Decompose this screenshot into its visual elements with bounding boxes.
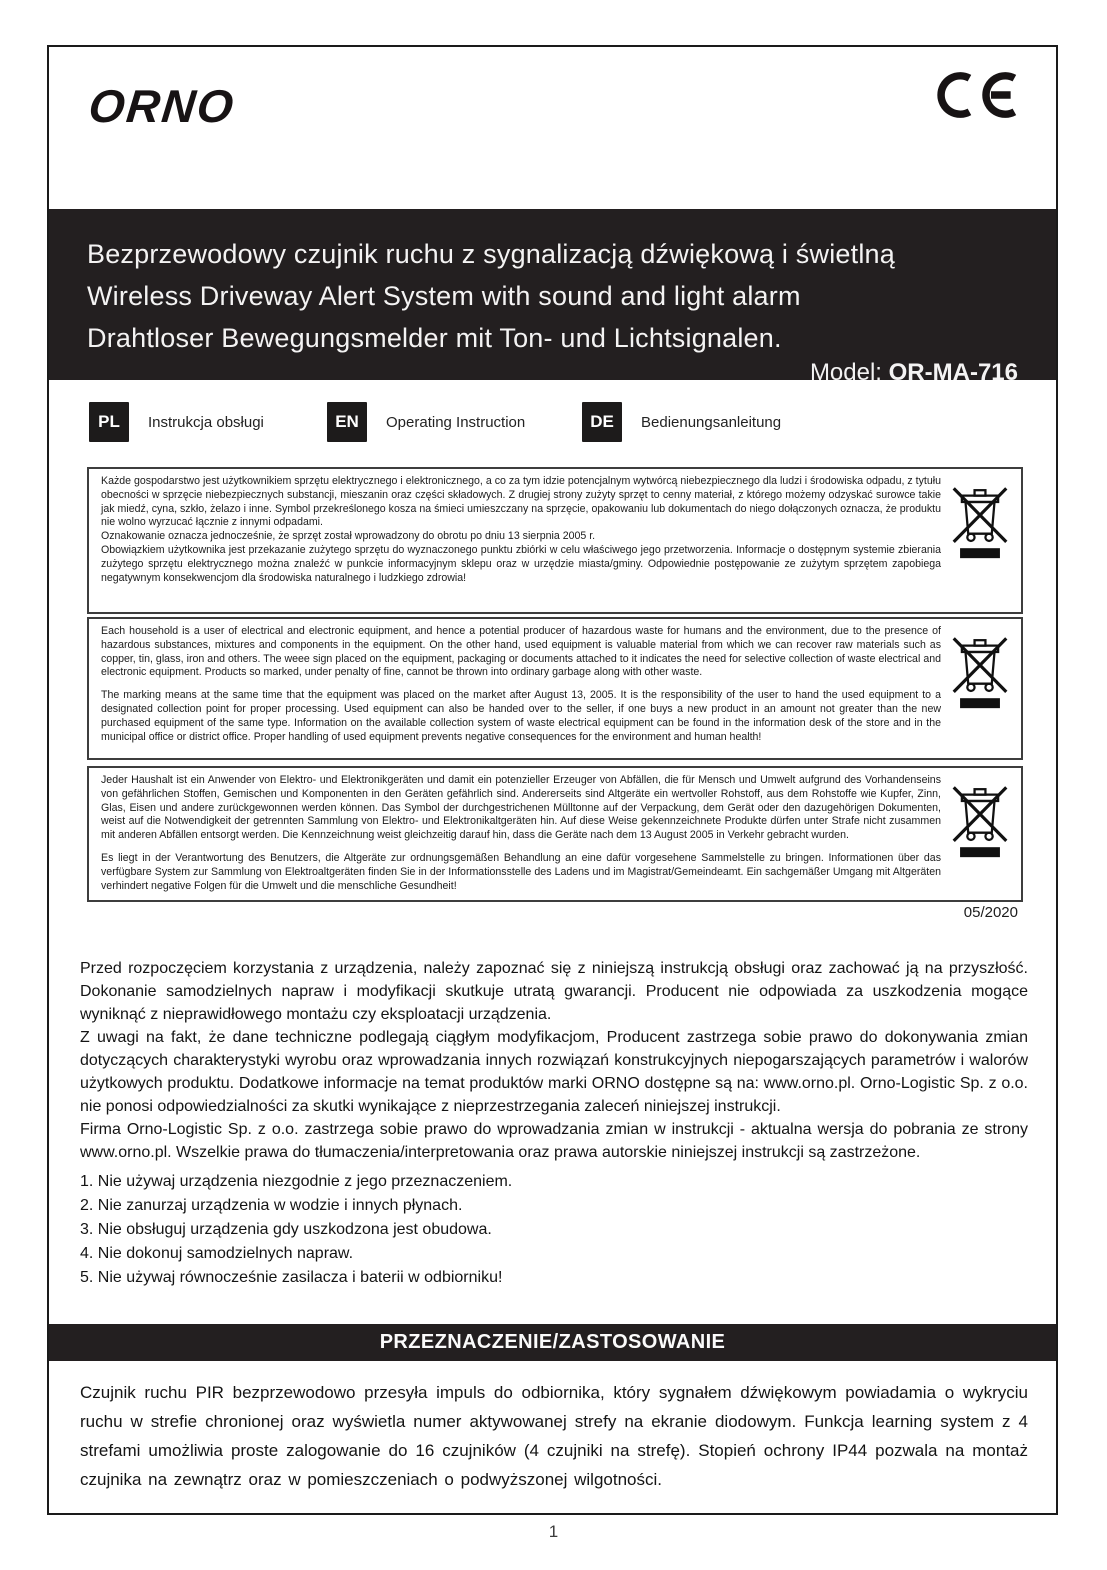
safety-rule: 5. Nie używaj równocześnie zasilacza i baterii w odbiorniku! [80,1269,503,1286]
weee-paragraph: Obowiązkiem użytkownika jest przekazanie zużytego sprzętu do wyznaczonego punktu zbiórki w celu właściwego jego przetworzenia. Informacje o dostępnym systemie zbierania zużytego sprzętu elektrycznego można znaleźć w punkcie informacyjnym sklepu oraz w urzędzie miasta/gminy. Odpowiednie postępowanie ze zużytym sprzętem zapobiega negatywnym konsekwencjom dla środowiska naturalnego i ludzkiego zdrowia! [101,543,941,584]
title-line-de: Drahtloser Bewegungsmelder mit Ton- und Lichtsignalen. [87,323,782,353]
weee-paragraph: Es liegt in der Verantwortung des Benutzers, die Altgeräte zur ordnungsgemäßen Behandlung an eine dafür vorgesehene Sammelstelle zu bringen. Informationen über das verfügbare System zur Sammlung von Elektroaltgeräten finden Sie in der Informationsstelle des Ladens und im Magistrat/Gemeindeamt. Ein sachgemäßer Umgang mit Altgeräten verhindert negative Folgen für die Umwelt und die menschliche Gesundheit! [101,851,941,892]
language-label-de: Bedienungsanleitung [641,413,782,431]
intro-text [80,957,1028,1164]
safety-rules-list [80,1170,1028,1290]
safety-rule: 3. Nie obsługuj urządzenia gdy uszkodzona jest obudowa. [80,1221,492,1238]
weee-paragraph: Each household is a user of electrical and electronic equipment, and hence a potential producer of hazardous waste for humans and the environment, due to the presence of hazardous substances, mixtures and components in the equipment. On the other hand, used equipment is valuable material from which we can recover raw materials such as copper, tin, glass, iron and others. The weee sign placed on the equipment, packaging or documents attached to it indicates the need for selective collection of waste electrical and electronic equipment. Products so marked, under penalty of fine, cannot be thrown into ordinary garbage along with other waste. [101,625,941,679]
model-label: Model: [809,359,889,386]
weee-paragraph: Każde gospodarstwo jest użytkownikiem sprzętu elektrycznego i elektronicznego, a co za tym idzie potencjalnym wytwórcą niebezpiecznego dla ludzi i środowiska odpadu, z tytułu obecności w sprzęcie niebezpiecznych substancji, mieszanin oraz części składowych. Z drugiej strony zużyty sprzęt to cenny materiał, z którego możemy odzyskać surowce takie jak miedź, cyna, szkło, żelazo i inne. Symbol przekreślonego kosza na śmieci umieszczany na sprzęcie, opakowaniu lub dokumentach do niego dołączonych oznacza, że produktu nie wolno wyrzucać łącznie z innymi odpadami. [101,475,941,529]
language-item-pl [89,402,264,442]
section-banner [49,1324,1056,1361]
weee-bin-icon [951,776,1009,864]
model-value: OR-MA-716 [888,359,1018,386]
weee-bin-icon [951,627,1009,715]
safety-rule: 2. Nie zanurzaj urządzenia w wodzie i innych płynach. [80,1197,463,1214]
title-line-en: Wireless Driveway Alert System with sound and light alarm [87,281,801,311]
manual-page [47,45,1058,1515]
intro-paragraph: Przed rozpoczęciem korzystania z urządzenia, należy zapoznać się z niniejszą instrukcją obsługi oraz zachować ją na przyszłość. Dokonanie samodzielnych napraw i modyfikacji skutkuje utratą gwarancji. Producent nie odpowiada za uszkodzenia mogące wyniknąć z nieprawidłowego montażu czy eksploatacji urządzenia. [80,960,1028,1023]
language-label-en: Operating Instruction [386,413,526,431]
intro-paragraph: Firma Orno-Logistic Sp. z o.o. zastrzega sobie prawo do wprowadzania zmian w instrukcji - aktualna wersja do pobrania ze strony www.orno.pl. Wszelkie prawa do tłumaczenia/interpretowania oraz prawa autorskie niniejszej instrukcji są zastrzeżone. [80,1121,1028,1161]
weee-box-en [87,617,1023,760]
ce-mark-icon [932,71,1020,124]
title-banner [49,209,1056,386]
language-badge-de: DE [582,402,622,442]
weee-bin-icon [951,477,1009,565]
weee-paragraph: Oznakowanie oznacza jednocześnie, że sprzęt został wprowadzony do obrotu po dniu 13 sierpnia 2005 r. [101,530,596,543]
language-label-pl: Instrukcja obsługi [148,413,264,431]
title-line-pl: Bezprzewodowy czujnik ruchu z sygnalizacją dźwiękową i świetlną [87,239,895,269]
weee-box-de [87,766,1023,902]
section-title: PRZEZNACZENIE/ZASTOSOWANIE [379,1331,726,1353]
safety-rule: 4. Nie dokonuj samodzielnych napraw. [80,1245,354,1262]
page-number: 1 [548,1522,559,1541]
revision-date: 05/2020 [963,904,1018,921]
language-badge-pl: PL [89,402,129,442]
language-item-en [327,402,525,442]
intro-paragraph: Z uwagi na fakt, że dane techniczne podlegają ciągłym modyfikacjom, Producent zastrzega sobie prawo do dokonywania zmian dotyczących charakterystyki wyrobu oraz wprowadzania innych rozwiązań konstrukcyjnych niepogarszających parametrów i walorów użytkowych produktu. Dodatkowe informacje na temat produktów marki ORNO dostępne są na: www.orno.pl. Orno-Logistic Sp. z o.o. nie ponosi odpowiedzialności za skutki wynikające z nieprzestrzegania zaleceń niniejszej instrukcji. [80,1029,1028,1115]
purpose-paragraph: Czujnik ruchu PIR bezprzewodowo przesyła impuls do odbiornika, który sygnałem dźwiękowym powiadamia o wykryciu ruchu w strefie chronionej oraz wyświetla numer aktywowanej strefy na ekranie diodowym. Funkcja learning system z 4 strefami umożliwia proste zalogowanie do 16 czujników (4 czujniki na strefę). Stopień ochrony IP44 pozwala na montaż czujnika na zewnątrz oraz w pomieszczeniach o podwyższonej wilgotności. [80,1383,1028,1489]
language-item-de [582,402,781,442]
weee-paragraph: The marking means at the same time that the equipment was placed on the market after August 13, 2005. It is the responsibility of the user to hand the used equipment to a designated collection point for proper processing. Used equipment can also be handed over to the seller, if one buys a new product in an amount not greater than the new purchased equipment of the same type. Information on the available collection system of waste electrical equipment can be found in the information desk of the store and in the municipal office or district office. Proper handling of used equipment prevents negative consequences for the environment and human health! [101,689,941,743]
weee-paragraph: Jeder Haushalt ist ein Anwender von Elektro- und Elektronikgeräten und damit ein potenzieller Erzeuger von Abfällen, die für Mensch und Umwelt aufgrund des Vorhandenseins von gefährlichen Stoffen, Gemischen und Komponenten in den Geräten gefährlich sind. Andererseits sind Altgeräte ein wertvoller Rohstoff, aus dem Rohstoffe wie Kupfer, Zinn, Glas, Eisen und andere zurückgewonnen werden können. Das Symbol der durchgestrichenen Mülltonne auf der Verpackung, dem Gerät oder den dazugehörigen Dokumenten, weist auf die Notwendigkeit der getrennten Sammlung von Elektro- und Elektronikaltgeräten hin. Auf diese Weise gekennzeichnete Produkte dürfen unter Strafe nicht zusammen mit anderen Abfällen entsorgt werden. Die Kennzeichnung weist gleichzeitig darauf hin, dass die Geräte nach dem 13 August 2005 in Verkehr gebracht wurden. [101,774,941,842]
weee-box-pl [87,467,1023,614]
safety-rule: 1. Nie używaj urządzenia niezgodnie z jego przeznaczeniem. [80,1173,513,1190]
brand-logo: ORNO [86,80,238,132]
model-line [87,359,1018,387]
language-badge-en: EN [327,402,367,442]
